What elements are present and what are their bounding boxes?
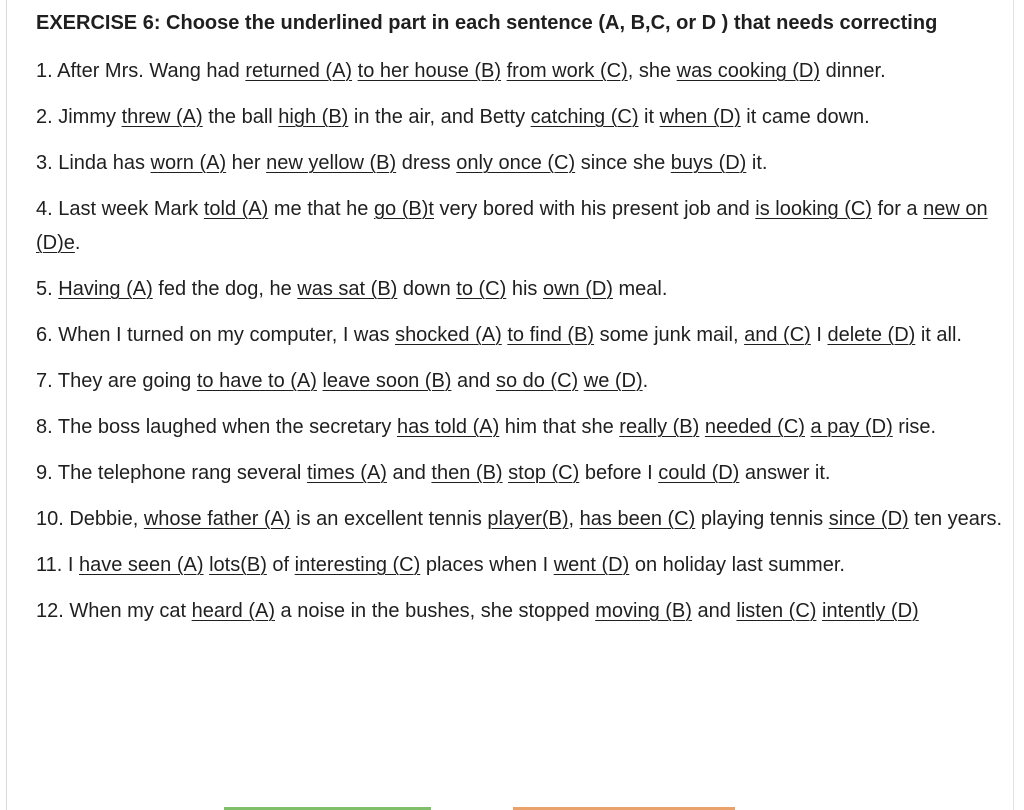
underlined-option: delete (D): [827, 324, 916, 346]
question-item: [36, 364, 1006, 398]
sentence-text: and: [691, 600, 737, 622]
underlined-option: returned (A): [245, 60, 353, 82]
underlined-option: listen (C): [736, 600, 817, 622]
exercise-sheet: [36, 0, 1006, 810]
underlined-option: lots(B): [209, 554, 267, 576]
sentence-text: on holiday last summer.: [629, 554, 845, 576]
underlined-option: moving (B): [595, 600, 692, 622]
underlined-option: was cooking (D): [676, 60, 821, 82]
sentence-text: in the air, and Betty: [348, 106, 531, 128]
question-item: [36, 456, 1006, 490]
underlined-option: only once (C): [456, 152, 576, 174]
underlined-option: worn (A): [150, 152, 227, 174]
underlined-option: new yellow (B): [266, 152, 397, 174]
sentence-text: 11. I: [36, 554, 79, 576]
sentence-text: it all.: [915, 324, 962, 346]
underlined-option: really (B): [619, 416, 700, 438]
underlined-option: new on (D)e: [36, 198, 988, 254]
sentence-text: and: [451, 370, 496, 392]
underlined-option: shocked (A): [395, 324, 502, 346]
underlined-option: own (D): [542, 278, 613, 300]
underlined-option: has told (A): [396, 416, 500, 438]
sentence-text: , she: [627, 60, 677, 82]
underlined-option: we (D): [583, 370, 643, 392]
underlined-option: was sat (B): [297, 278, 398, 300]
sentence-text: dinner.: [820, 60, 886, 82]
sentence-text: and: [386, 462, 432, 484]
sentence-text: rise.: [892, 416, 937, 438]
sentence-text: places when I: [420, 554, 554, 576]
sentence-text: playing tennis: [695, 508, 829, 530]
right-border: [1013, 0, 1014, 810]
question-item: [36, 502, 1006, 536]
sentence-text: since she: [575, 152, 671, 174]
sentence-text: him that she: [499, 416, 620, 438]
underlined-option: to have to (A): [196, 370, 317, 392]
sentence-text: his: [506, 278, 543, 300]
sentence-text: before I: [579, 462, 659, 484]
question-item: [36, 54, 1006, 88]
question-item: [36, 272, 1006, 306]
sentence-text: .: [642, 370, 649, 392]
underlined-option: high (B): [278, 106, 349, 128]
sentence-text: it.: [746, 152, 768, 174]
sentence-text: 8. The boss laughed when the secretary: [36, 416, 397, 438]
question-item: [36, 318, 1006, 352]
underlined-option: to find (B): [507, 324, 595, 346]
underlined-option: buys (D): [670, 152, 747, 174]
question-item: [36, 594, 1006, 628]
underlined-option: heard (A): [191, 600, 275, 622]
underlined-option: interesting (C): [294, 554, 421, 576]
underlined-option: player(B): [487, 508, 569, 530]
exercise-title: EXERCISE 6: Choose the underlined part in each sentence (A, B,C, or D ) that needs correcting: [36, 12, 938, 34]
sentence-text: for a: [871, 198, 924, 220]
sentence-text: a noise in the bushes, she stopped: [275, 600, 596, 622]
underlined-option: catching (C): [530, 106, 639, 128]
sentence-text: her: [226, 152, 267, 174]
underlined-option: times (A): [306, 462, 387, 484]
sentence-text: I: [810, 324, 828, 346]
underlined-option: a pay (D): [810, 416, 893, 438]
underlined-option: needed (C): [704, 416, 805, 438]
underlined-option: went (D): [553, 554, 630, 576]
sentence-text: 6. When I turned on my computer, I was: [36, 324, 396, 346]
sentence-text: dress: [396, 152, 457, 174]
sentence-text: down: [397, 278, 457, 300]
left-border: [6, 0, 7, 810]
sentence-text: 10. Debbie,: [36, 508, 144, 530]
underlined-option: have seen (A): [79, 554, 204, 576]
sentence-text: answer it.: [739, 462, 831, 484]
question-list: [36, 54, 1006, 628]
sentence-text: 9. The telephone rang several: [36, 462, 307, 484]
sentence-text: .: [74, 232, 81, 254]
underlined-option: intently (D): [822, 600, 919, 622]
underlined-option: to her house (B): [357, 60, 502, 82]
underlined-option: since (D): [828, 508, 909, 530]
sentence-text: it came down.: [740, 106, 870, 128]
sentence-text: very bored with his present job and: [433, 198, 756, 220]
underlined-option: and (C): [744, 324, 811, 346]
underlined-option: stop (C): [508, 462, 580, 484]
underlined-option: threw (A): [121, 106, 203, 128]
footer-bars: [0, 806, 1024, 810]
sentence-text: 5.: [36, 278, 59, 300]
underlined-option: from work (C): [506, 60, 628, 82]
sentence-text: the ball: [202, 106, 279, 128]
underlined-option: whose father (A): [143, 508, 291, 530]
underlined-option: could (D): [658, 462, 740, 484]
sentence-text: 2. Jimmy: [36, 106, 122, 128]
sentence-text: some junk mail,: [594, 324, 745, 346]
question-item: [36, 192, 1006, 260]
underlined-option: leave soon (B): [322, 370, 452, 392]
sentence-text: 3. Linda has: [36, 152, 151, 174]
sentence-text: is an excellent tennis: [290, 508, 488, 530]
sentence-text: 12. When my cat: [36, 600, 192, 622]
sentence-text: 4. Last week Mark: [36, 198, 204, 220]
sentence-text: ,: [568, 508, 580, 530]
question-item: [36, 410, 1006, 444]
sentence-text: meal.: [612, 278, 668, 300]
sentence-text: of: [266, 554, 295, 576]
underlined-option: has been (C): [579, 508, 696, 530]
question-item: [36, 146, 1006, 180]
question-item: [36, 100, 1006, 134]
underlined-option: go (B)t: [373, 198, 434, 220]
sentence-text: it: [638, 106, 660, 128]
question-item: [36, 548, 1006, 582]
underlined-option: when (D): [659, 106, 741, 128]
sentence-text: 1. After Mrs. Wang had: [36, 60, 246, 82]
sentence-text: me that he: [268, 198, 374, 220]
sentence-text: fed the dog, he: [152, 278, 298, 300]
underlined-option: to (C): [456, 278, 507, 300]
sentence-text: ten years.: [908, 508, 1003, 530]
underlined-option: is looking (C): [755, 198, 872, 220]
underlined-option: then (B): [431, 462, 503, 484]
underlined-option: so do (C): [495, 370, 579, 392]
underlined-option: told (A): [203, 198, 269, 220]
underlined-option: Having (A): [58, 278, 153, 300]
sentence-text: 7. They are going: [36, 370, 197, 392]
